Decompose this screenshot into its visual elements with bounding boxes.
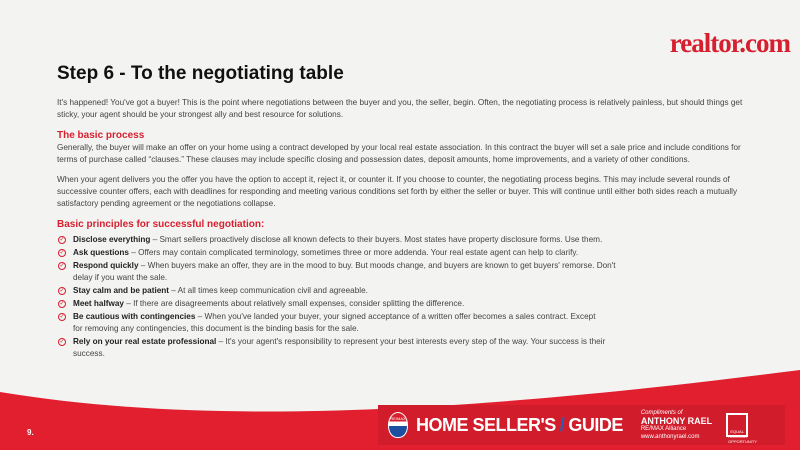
agent-website: www.anthonyrael.com xyxy=(640,434,700,440)
page-title: Step 6 - To the negotiating table xyxy=(57,63,344,84)
check-circle-icon: ✓ xyxy=(59,237,65,243)
guide-title xyxy=(416,415,623,436)
check-circle-icon: ✓ xyxy=(59,263,65,269)
principle-text: – At all times keep communication civil and agreeable. xyxy=(169,286,368,295)
principle-term: Disclose everything xyxy=(73,235,151,244)
principle-term: Be cautious with contingencies xyxy=(73,312,196,321)
agent-office: RE/MAX Alliance xyxy=(640,426,687,432)
basic-process-paragraph-1: Generally, the buyer will make an offer on your home using a contract developed by your local real estate association. In this contract the buyer will set a sale price and include conditions for terms of purchase called “clauses.” These clauses may include specific closing and possession dates, deposit amounts, home improvements, and a variety of other conditions. xyxy=(57,143,741,164)
principles-heading: Basic principles for successful negotiation: xyxy=(57,219,265,230)
slash-divider: / xyxy=(559,414,565,435)
compliments-label: Compliments of xyxy=(640,410,683,416)
list-item xyxy=(57,311,597,335)
principles-list xyxy=(57,234,747,360)
principle-text: – If there are disagreements about relatively small expenses, consider splitting the difference. xyxy=(123,299,465,308)
guide-title-b: GUIDE xyxy=(568,414,623,435)
list-item xyxy=(57,234,747,246)
principle-text: – It's your agent's responsibility to represent your best interests every step of the way. Your success is their success. xyxy=(73,337,606,358)
principle-term: Stay calm and be patient xyxy=(73,286,170,295)
check-circle-icon: ✓ xyxy=(59,288,65,294)
check-circle-icon: ✓ xyxy=(59,314,65,320)
equal-housing-icon: EQUAL HOUSING OPPORTUNITY xyxy=(726,413,748,437)
check-circle-icon: ✓ xyxy=(59,301,65,307)
principle-term: Respond quickly xyxy=(73,261,139,270)
principle-text: – Offers may contain complicated terminology, sometimes three or more addenda. Your real estate agent can help to clarify. xyxy=(128,248,579,257)
realtor-logo: realtor.com xyxy=(669,28,790,58)
list-item xyxy=(57,260,617,284)
check-circle-icon: ✓ xyxy=(59,339,65,345)
agent-name: ANTHONY RAEL xyxy=(640,416,713,426)
principle-term: Ask questions xyxy=(73,248,129,257)
principle-text: – When buyers make an offer, they are in the mood to buy. But moods change, and buyers are known to get buyers' remorse. Don't delay if you want the sale. xyxy=(73,261,616,282)
list-item xyxy=(57,336,607,360)
guide-banner xyxy=(378,405,785,445)
principle-text: – When you've landed your buyer, your signed acceptance of a written offer becomes a sales contract. Except for removing any contingencies, this document is the binding basis for the sale. xyxy=(73,312,596,333)
guide-title-a: HOME SELLER'S xyxy=(416,414,556,435)
list-item xyxy=(57,298,747,310)
list-item xyxy=(57,247,747,259)
agent-info xyxy=(641,409,712,441)
list-item xyxy=(57,285,747,297)
principle-term: Meet halfway xyxy=(73,299,124,308)
principle-term: Rely on your real estate professional xyxy=(73,337,217,346)
page-number: 9. xyxy=(27,428,34,437)
basic-process-heading: The basic process xyxy=(57,130,145,141)
remax-balloon-logo: RE/MAX xyxy=(388,412,408,438)
intro-paragraph: It's happened! You've got a buyer! This is the point where negotiations between the buyer and you, the seller, begin. Often, the negotiating process is relatively painless, but should things get sticky, your agent should be your strongest ally and best resource for solutions. xyxy=(57,98,743,119)
basic-process-paragraph-2: When your agent delivers you the offer you have the option to accept it, reject it, or counter it. If you choose to counter, the negotiating process begins. This may include several rounds of successive counter offers, each with deadlines for responding and meeting various conditions set forth by either the seller or buyer. This will continue until either both sides reach a mutually satisfactory pending agreement or the negotiations collapse. xyxy=(57,175,738,208)
principle-text: – Smart sellers proactively disclose all known defects to their buyers. Most states have property disclosure forms. Use them. xyxy=(150,235,603,244)
content xyxy=(57,97,747,361)
check-circle-icon: ✓ xyxy=(59,250,65,256)
